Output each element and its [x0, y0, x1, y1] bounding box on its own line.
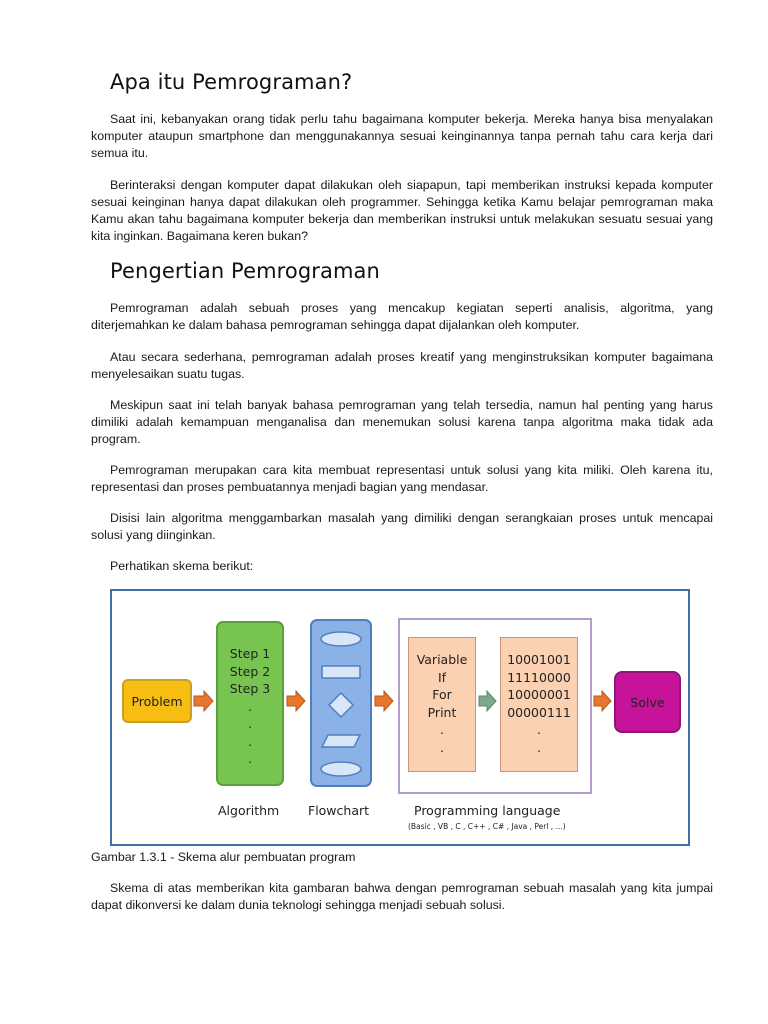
code-line: For [432, 687, 452, 702]
algorithm-step: Step 3 [229, 681, 271, 696]
arrow-right-icon [375, 691, 393, 711]
code-dot: . [440, 739, 444, 755]
section-heading-pengertian: Pengertian Pemrograman [110, 259, 380, 283]
code-line: Print [427, 704, 457, 720]
binary-line: 10001001 [507, 652, 571, 667]
code-dot: . [440, 722, 444, 737]
paragraph: Skema di atas memberikan kita gambaran bahwa dengan pemrograman sebuah masalah yang kita jumpai dapat dikonversi ke dalam dunia teknologi sehingga menjadi sebuah solusi. [91, 881, 713, 912]
code-line: Variable [416, 652, 468, 667]
algorithm-dot: . [248, 751, 252, 766]
algorithm-step: Step 2 [229, 663, 271, 679]
paragraph: Saat ini, kebanyakan orang tidak perlu tahu bagaimana komputer bekerja. Mereka hanya bisa menyalakan komputer ataupun smartphone dan menggunakannya sesuai keinginannya tanpa pernah tahu cara kerja dari semua itu. [91, 112, 713, 160]
programming-flow-figure [110, 589, 690, 846]
binary-dot: . [537, 722, 541, 737]
paragraph: Pemrograman merupakan cara kita membuat representasi untuk solusi yang kita miliki. Oleh karena itu, representasi dan proses pembuatannya menjadi bagian yang mendasar. [91, 463, 713, 494]
binary-line: 11110000 [507, 669, 571, 685]
solve-box: Solve [614, 671, 681, 733]
paragraph: Disisi lain algoritma menggambarkan masalah yang dimiliki dengan serangkaian proses untuk mencapai solusi yang diinginkan. [91, 511, 713, 542]
binary-dot: . [537, 739, 541, 755]
languages-list: (Basic , VB , C , C++ , C# , Java , Perl , ...) [408, 822, 566, 831]
problem-box: Problem [122, 679, 192, 723]
arrow-right-icon [287, 691, 305, 711]
paragraph: Meskipun saat ini telah banyak bahasa pemrograman yang telah tersedia, namun hal penting yang harus dimiliki adalah kemampuan menganalisa dan menemukan solusi karena tanpa algoritma maka tidak ada program. [91, 398, 713, 446]
arrow-right-icon [594, 691, 611, 711]
paragraph: Perhatikan skema berikut: [110, 559, 254, 573]
paragraph: Pemrograman adalah sebuah proses yang mencakup kegiatan seperti analisis, algoritma, yang diterjemahkan ke dalam bahasa pemrograman sehingga dapat dijalankan oleh komputer. [91, 301, 713, 332]
arrow-right-icon [479, 691, 496, 711]
section-heading-apa-itu: Apa itu Pemrograman? [110, 70, 353, 94]
code-line: If [437, 669, 447, 685]
binary-line: 00000111 [507, 704, 571, 720]
algorithm-dot: . [248, 716, 252, 731]
algorithm-dot: . [248, 698, 252, 714]
algorithm-label: Algorithm [218, 803, 280, 818]
arrow-right-icon [194, 691, 213, 711]
programming-language-label: Programming language [414, 803, 561, 818]
flow-arrows [112, 591, 688, 844]
paragraph: Berinteraksi dengan komputer dapat dilakukan oleh siapapun, tapi memberikan instruksi kepada komputer sesuai keinginan hanya dapat dilakukan oleh programmer. Sehingga ketika Kamu belajar pemrograman maka Kamu akan tahu bagaimana komputer bekerja dan memberikan instruksi untuk melakukan sesuatu sesuai yang kita inginkan. Bagaimana keren bukan? [91, 178, 713, 243]
algorithm-step: Step 1 [229, 646, 271, 661]
paragraph: Atau secara sederhana, pemrograman adalah proses kreatif yang menginstruksikan komputer bagaimana menyelesaikan suatu tugas. [91, 350, 713, 381]
algorithm-dot: . [248, 733, 252, 749]
flowchart-label: Flowchart [308, 803, 370, 818]
binary-line: 10000001 [507, 687, 571, 702]
figure-caption: Gambar 1.3.1 - Skema alur pembuatan program [91, 850, 356, 864]
